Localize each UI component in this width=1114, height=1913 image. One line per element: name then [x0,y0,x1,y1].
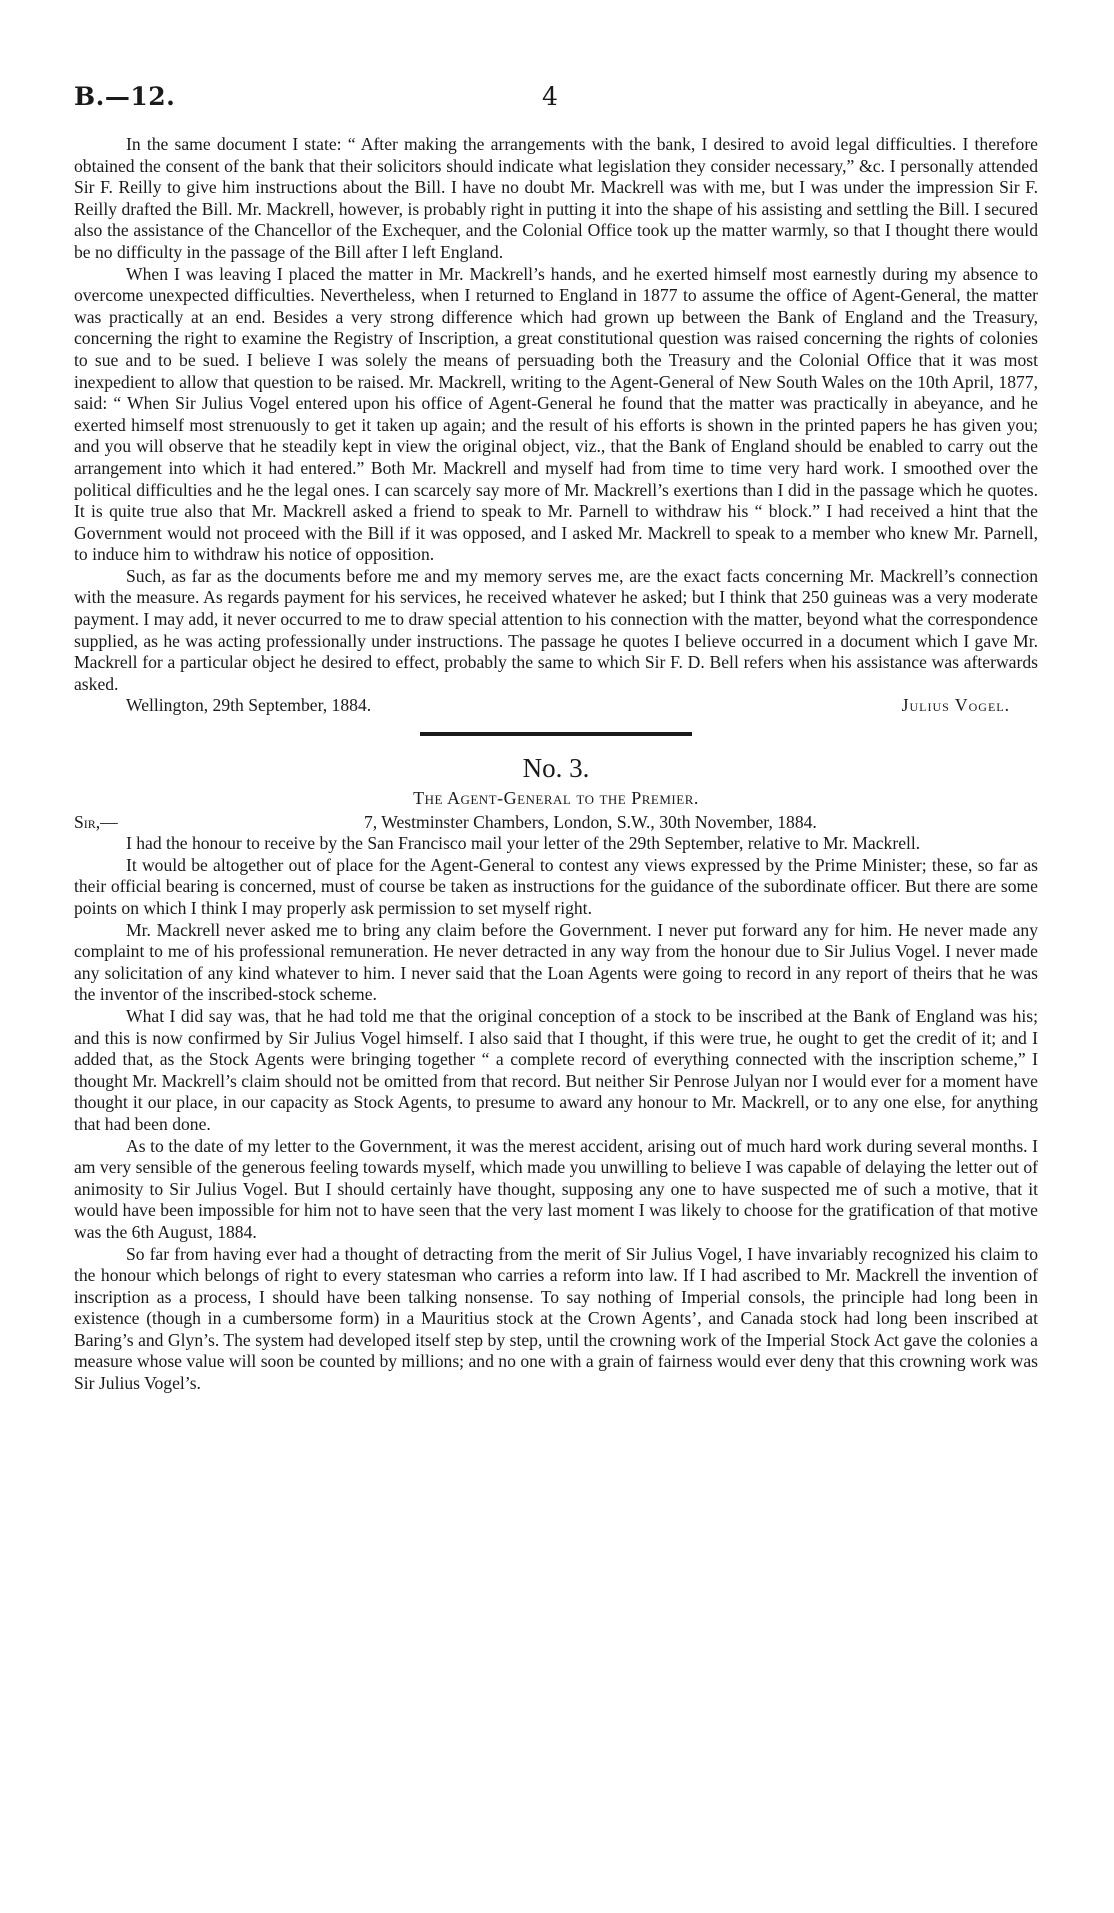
paragraph: So far from having ever had a thought of detracting from the merit of Sir Julius Vogel, I have invariably recognized his claim to the honour which belongs of right to every statesman who carries a reform into law. If I had ascribed to Mr. Mackrell the invention of inscription as a process, I should have been talking nonsense. To say nothing of Imperial consols, the principle had long been in existence (though in a cumbersome form) in a Mauritius stock at the Crown Agents’, and Canada stock had long been inscribed at Baring’s and Glyn’s. The system had developed itself step by step, until the crowning work of the Imperial Stock Act gave the colonies a measure whose value will soon be counted by millions; and no one with a grain of fairness would ever deny that this crowning work was Sir Julius Vogel’s. [74,1243,1038,1394]
document-code: B.—12. [74,82,176,111]
signature: Julius Vogel. [901,695,1010,716]
salutation-address-line [74,812,1038,834]
paragraph: In the same document I state: “ After making the arrangements with the bank, I desired to avoid legal difficulties. I therefore obtained the consent of the bank that their solicitors should indicate what legislation they consider necessary,” &c. I personally attended Sir F. Reilly to give him instructions about the Bill. I have no doubt Mr. Mackrell was with me, but I was under the impression Sir F. Reilly drafted the Bill. Mr. Mackrell, however, is probably right in putting it into the shape of his assisting and settling the Bill. I secured also the assistance of the Chancellor of the Exchequer, and the Colonial Office took up the matter warmly, so that I thought there would be no difficulty in the passage of the Bill after I left England. [74,134,1038,262]
section-number: No. 3. [522,753,590,784]
sender-address: 7, Westminster Chambers, London, S.W., 30th November, 1884. [364,811,817,832]
section-divider [420,732,692,736]
paragraph: As to the date of my letter to the Government, it was the merest accident, arising out of much hard work during several months. I am very sensible of the generous feeling towards myself, which made you unwilling to believe I was capable of delaying the letter out of animosity to Sir Julius Vogel. But I should certainly have thought, supposing any one to have suspected me of such a motive, that it would have been impossible for him not to have seen that the very last moment I was likely to choose for the gratification of that motive was the 6th August, 1884. [74,1135,1038,1242]
salutation: Sir,— [74,811,118,832]
letter-heading: The Agent-General to the Premier. [413,788,699,809]
body-text [74,134,1038,1395]
page-header [74,82,1034,122]
paragraph: I had the honour to receive by the San Francisco mail your letter of the 29th September, relative to Mr. Mackrell. [126,833,921,854]
page-number: 4 [542,82,558,111]
paragraph: It would be altogether out of place for the Agent-General to contest any views expressed by the Prime Minister; these, so far as their official bearing is concerned, must of course be taken as instructions for the guidance of the subordinate officer. But there are some points on which I think I may properly ask permission to set myself right. [74,854,1038,918]
paragraph: Such, as far as the documents before me and my memory serves me, are the exact facts concerning Mr. Mackrell’s connection with the measure. As regards payment for his services, he received whatever he asked; but I think that 250 guineas was a very moderate payment. I may add, it never occurred to me to draw special attention to his connection with the matter, beyond what the correspondence supplied, as he was acting professionally under instructions. The passage he quotes I believe occurred in a document which I gave Mr. Mackrell for a particular object he desired to effect, probably the same to which Sir F. D. Bell refers when his assistance was afterwards asked. [74,565,1038,694]
paragraph: Mr. Mackrell never asked me to bring any claim before the Government. I never put forward any for him. He never made any complaint to me of his professional remuneration. He never detracted in any way from the honour due to Sir Julius Vogel. I never made any solicitation of any kind whatever to him. I never said that the Loan Agents were going to record in any report of theirs that he was the inventor of the inscribed-stock scheme. [74,919,1038,1005]
paragraph: What I did say was, that he had told me that the original conception of a stock to be inscribed at the Bank of England was his; and this is now confirmed by Sir Julius Vogel himself. I also said that I thought, if this were true, he ought to get the credit of it; and I added that, as the Stock Agents were bringing together “ a complete record of everything connected with the inscription scheme,” I thought Mr. Mackrell’s claim should not be omitted from that record. But neither Sir Penrose Julyan nor I would ever for a moment have thought it our place, in our capacity as Stock Agents, to presume to award any honour to Mr. Mackrell, or to any one else, for anything that had been done. [74,1005,1038,1134]
place-date: Wellington, 29th September, 1884. [126,695,372,716]
signoff [74,695,1038,717]
paragraph: When I was leaving I placed the matter in Mr. Mackrell’s hands, and he exerted himself most earnestly during my absence to overcome unexpected difficulties. Nevertheless, when I returned to England in 1877 to assume the office of Agent-General, the matter was practically at an end. Besides a very strong difference which had grown up between the Bank of England and the Treasury, concerning the right to examine the Registry of Inscription, a great constitutional question was raised concerning the rights of colonies to sue and to be sued. I believe I was solely the means of persuading both the Treasury and the Colonial Office that it was most inexpedient to allow that question to be raised. Mr. Mackrell, writing to the Agent-General of New South Wales on the 10th April, 1877, said: “ When Sir Julius Vogel entered upon his office of Agent-General he found that the matter was practically in abeyance, and he exerted himself most strenuously to get it taken up again; and the result of his efforts is shown in the printed papers he has given you; and you will observe that he steadily kept in view the original object, viz., that the Bank of England should be enabled to carry out the arrangement into which it had entered.” Both Mr. Mackrell and myself had from time to time very hard work. I smoothed over the political difficulties and he the legal ones. I can scarcely say more of Mr. Mackrell’s exertions than I did in the passage which he quotes. It is quite true also that Mr. Mackrell asked a friend to speak to Mr. Parnell to withdraw his “ block.” I had received a hint that the Government would not proceed with the Bill if it was opposed, and I asked Mr. Mackrell to speak to a member who knew Mr. Parnell, to induce him to withdraw his notice of opposition. [74,263,1038,565]
